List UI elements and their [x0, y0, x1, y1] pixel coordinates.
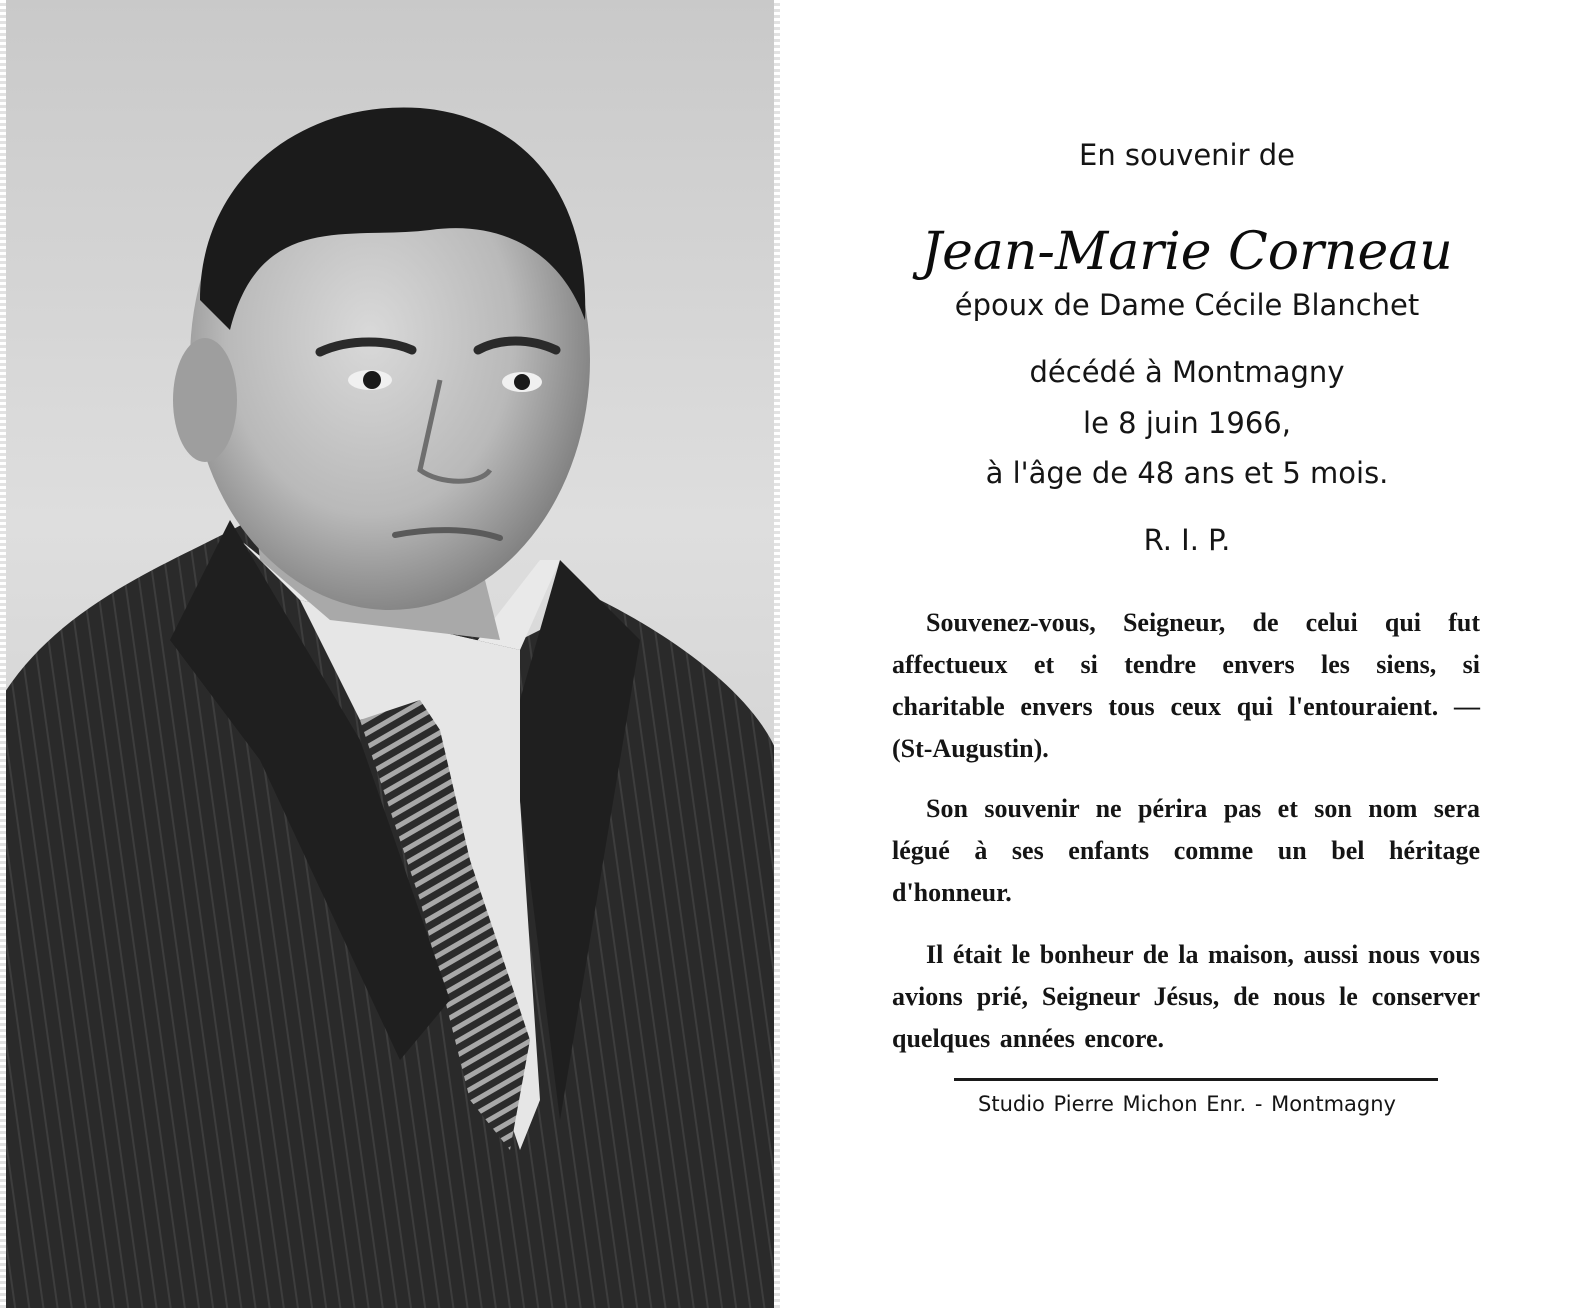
death-place: décédé à Montmagny — [1029, 355, 1345, 389]
photo-deckle-edge-left — [0, 0, 6, 1308]
photo-deckle-edge-right — [774, 0, 780, 1308]
age-line: à l'âge de 48 ans et 5 mois. — [985, 456, 1389, 490]
prayer-paragraph-2: Son souvenir ne périra pas et son nom sera légué à ses enfants comme un bel héritage d'honneur. — [892, 794, 1480, 907]
rip-line: R. I. P. — [1143, 523, 1231, 557]
studio-credit: Studio Pierre Michon Enr. - Montmagny — [978, 1092, 1396, 1116]
divider-rule — [954, 1078, 1438, 1081]
prayer-paragraph-1: Souvenez-vous, Seigneur, de celui qui fut affectueux et si tendre envers les siens, si charitable envers tous ceux qui l'entouraient. — (St-Augustin). — [892, 608, 1480, 763]
portrait-drawing — [0, 0, 780, 1308]
spouse-line: époux de Dame Cécile Blanchet — [954, 288, 1420, 322]
portrait-photo — [0, 0, 780, 1308]
death-date: le 8 juin 1966, — [1083, 406, 1291, 440]
deceased-name: Jean-Marie Corneau — [921, 222, 1453, 282]
intro-line: En souvenir de — [1079, 138, 1295, 172]
prayer-paragraph-3: Il était le bonheur de la maison, aussi nous vous avions prié, Seigneur Jésus, de nous le conserver quelques années encore. — [892, 940, 1480, 1053]
memorial-text — [868, 0, 1506, 1308]
